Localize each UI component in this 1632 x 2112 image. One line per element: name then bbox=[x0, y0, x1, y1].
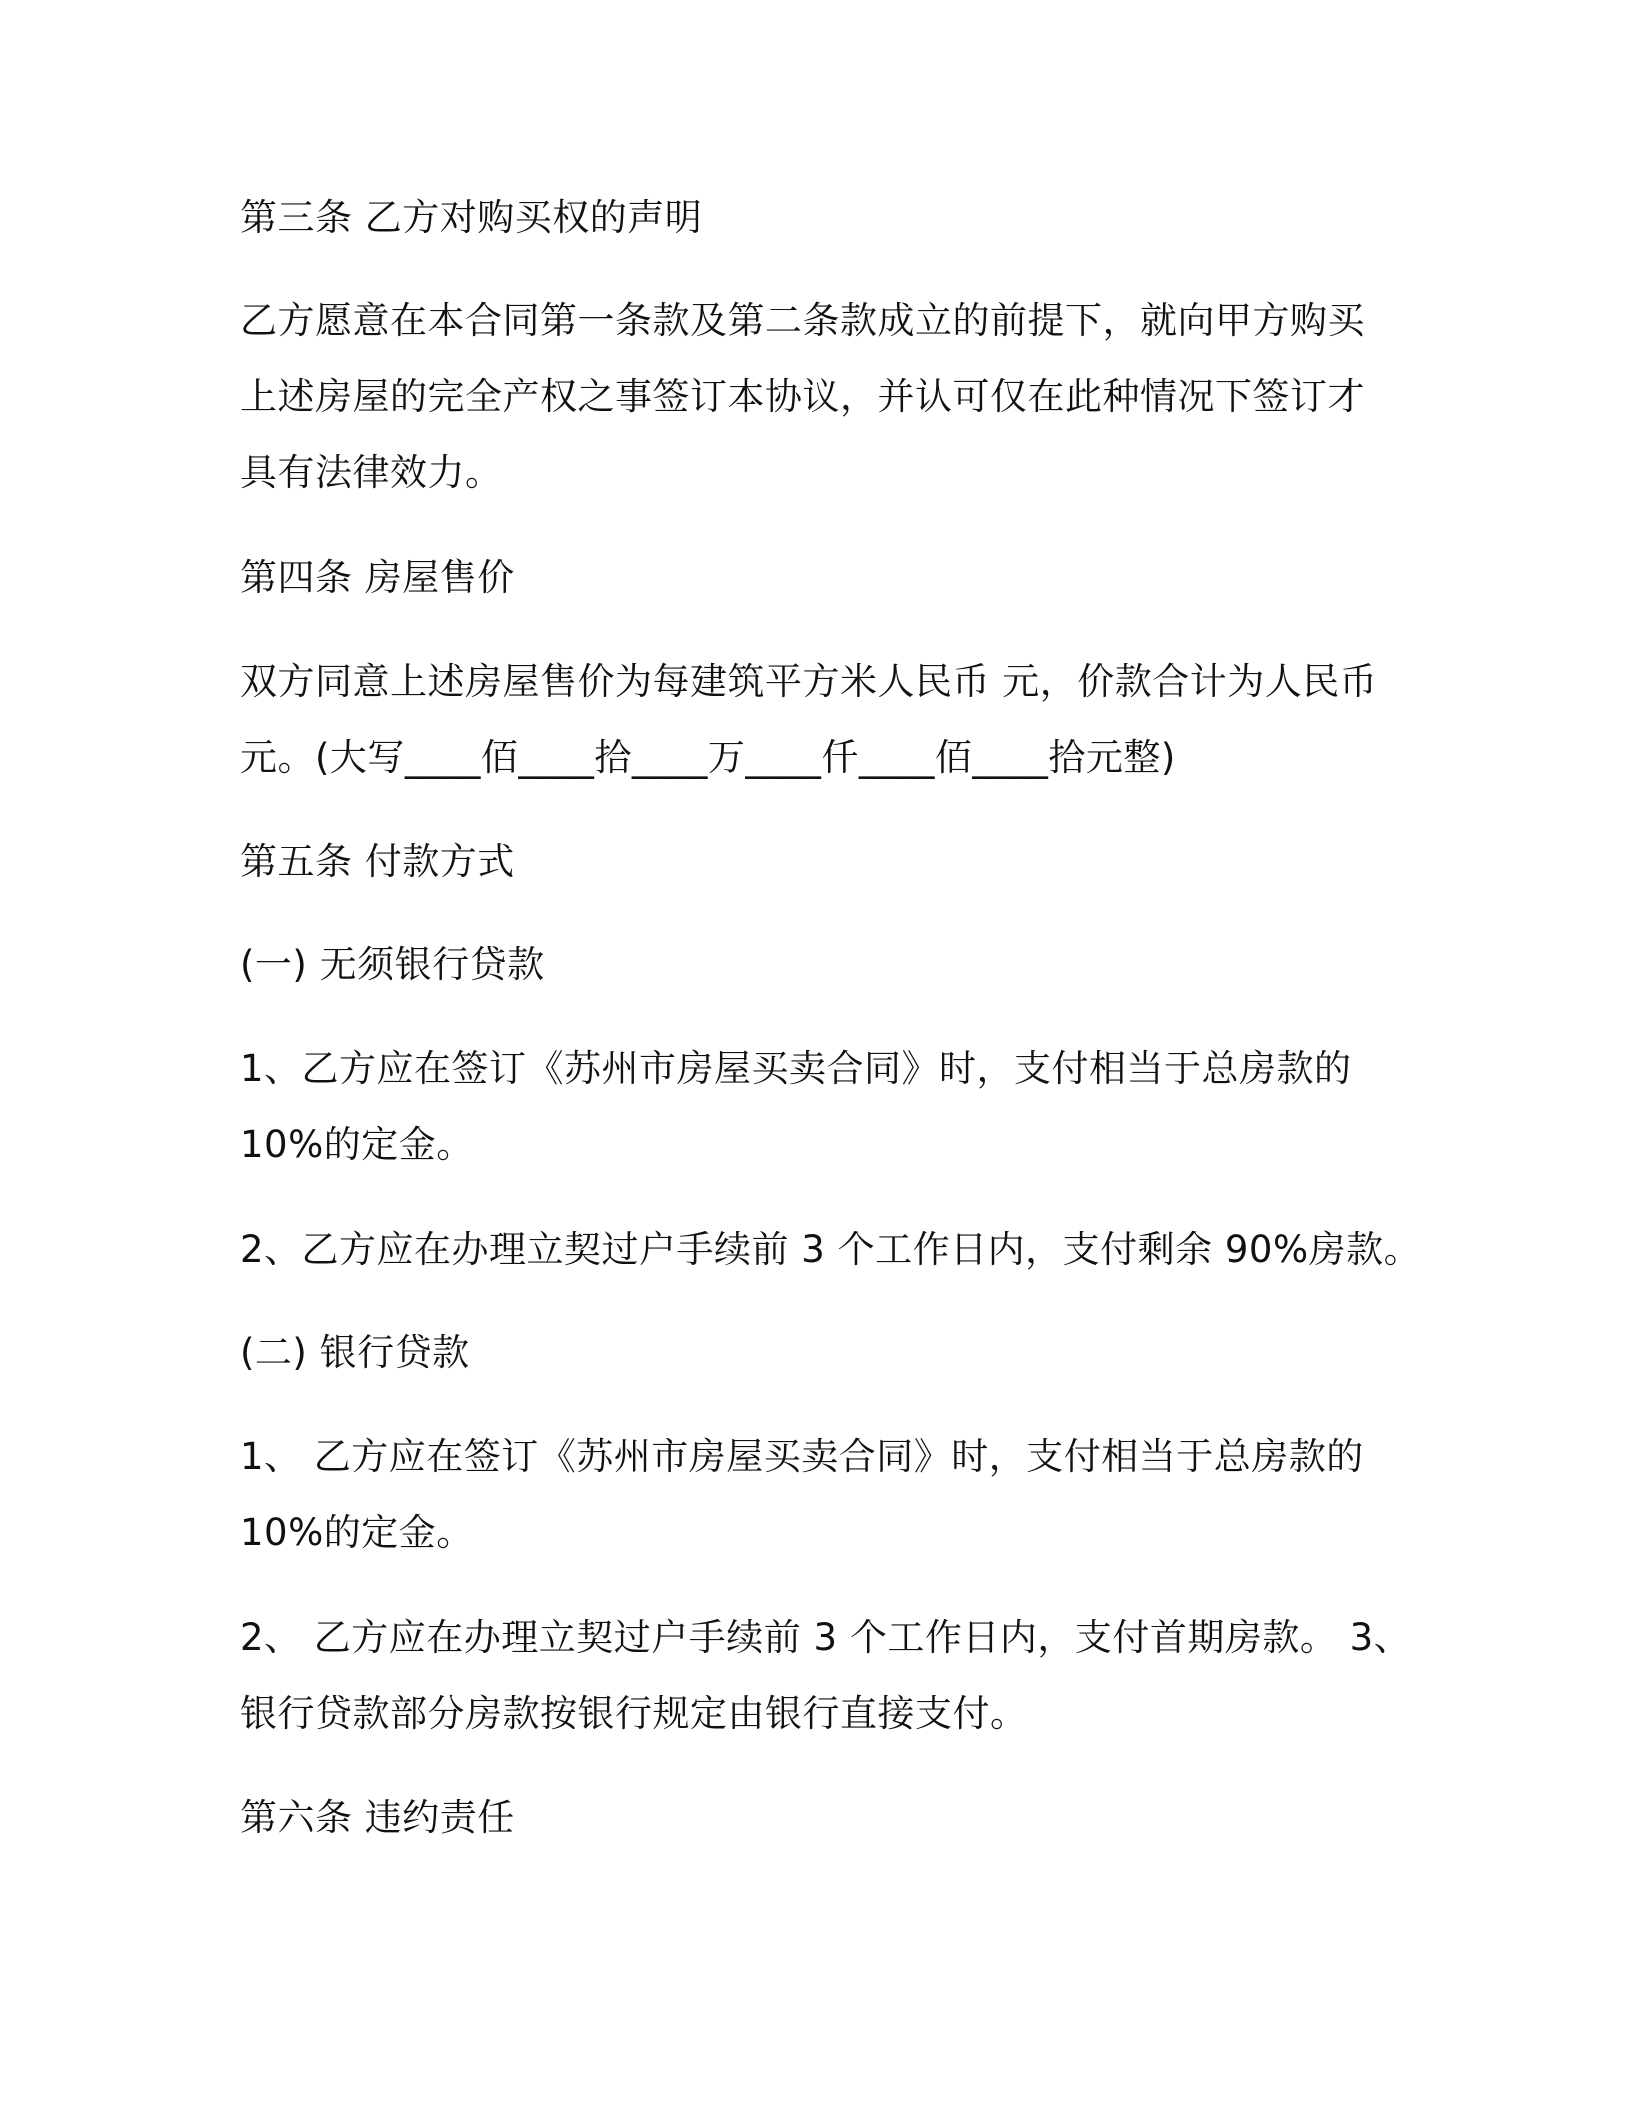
section-1-item-1-line-1: 1、乙方应在签订《苏州市房屋买卖合同》时，支付相当于总房款的 bbox=[240, 1047, 1352, 1090]
article-3-heading: 第三条 乙方对购买权的声明 bbox=[240, 196, 703, 239]
article-6-heading: 第六条 违约责任 bbox=[240, 1796, 515, 1839]
section-1-item-2: 2、乙方应在办理立契过户手续前 3 个工作日内，支付剩余 90%房款。 bbox=[240, 1228, 1422, 1271]
article-3-text-line-1: 乙方愿意在本合同第一条款及第二条款成立的前提下，就向甲方购买 bbox=[240, 299, 1365, 342]
section-2-item-2-line-1: 2、 乙方应在办理立契过户手续前 3 个工作日内，支付首期房款。 3、 bbox=[240, 1616, 1412, 1659]
article-4-heading: 第四条 房屋售价 bbox=[240, 556, 515, 599]
section-1-item-1-line-2: 10%的定金。 bbox=[240, 1123, 474, 1166]
section-2-item-1-line-1: 1、 乙方应在签订《苏州市房屋买卖合同》时，支付相当于总房款的 bbox=[240, 1435, 1364, 1478]
section-2-item-2-line-2: 银行贷款部分房款按银行规定由银行直接支付。 bbox=[240, 1692, 1028, 1735]
article-4-text-line-2: 元。(大写____佰____拾____万____仟____佰____拾元整) bbox=[240, 736, 1176, 779]
article-3-text-line-2: 上述房屋的完全产权之事签订本协议，并认可仅在此种情况下签订才 bbox=[240, 375, 1365, 418]
section-2-heading: (二) 银行贷款 bbox=[240, 1331, 470, 1374]
article-3-text-line-3: 具有法律效力。 bbox=[240, 451, 503, 494]
article-4-text-line-1: 双方同意上述房屋售价为每建筑平方米人民币 元，价款合计为人民币 bbox=[240, 660, 1378, 703]
article-5-heading: 第五条 付款方式 bbox=[240, 840, 515, 883]
section-1-heading: (一) 无须银行贷款 bbox=[240, 943, 545, 986]
section-2-item-1-line-2: 10%的定金。 bbox=[240, 1511, 474, 1554]
